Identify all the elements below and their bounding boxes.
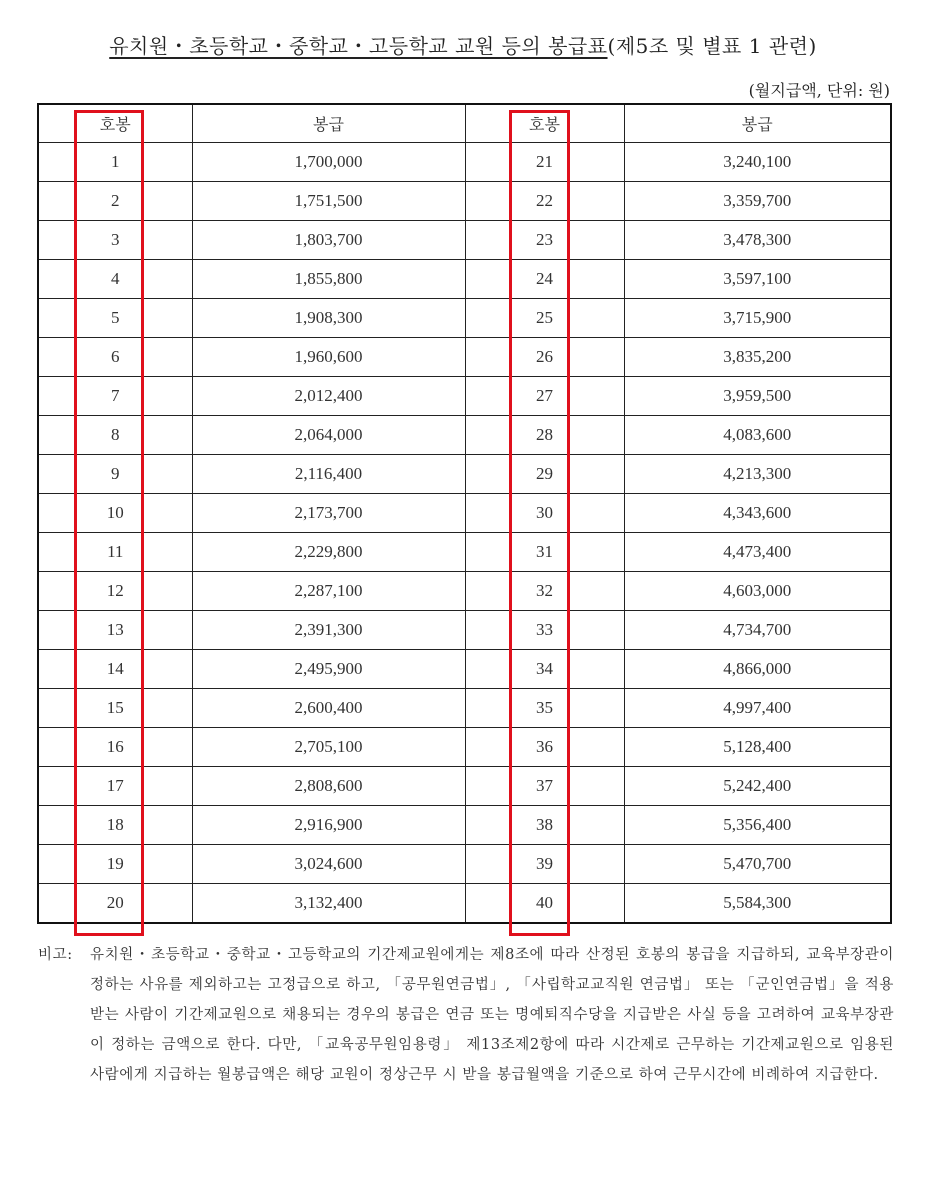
step-left-cell: 7 — [38, 377, 192, 416]
table-row — [38, 494, 891, 533]
pay-left-cell: 2,916,900 — [192, 806, 465, 845]
pay-left-cell: 2,808,600 — [192, 767, 465, 806]
table-row — [38, 533, 891, 572]
pay-right-cell: 3,240,100 — [624, 143, 891, 182]
step-right-cell: 36 — [465, 728, 624, 767]
pay-right-cell: 5,356,400 — [624, 806, 891, 845]
remarks — [38, 940, 894, 1090]
pay-right-cell: 5,242,400 — [624, 767, 891, 806]
table-row — [38, 260, 891, 299]
header-step-left: 호봉 — [38, 104, 192, 143]
table-row — [38, 182, 891, 221]
pay-left-cell: 2,600,400 — [192, 689, 465, 728]
remarks-text: 유치원・초등학교・중학교・고등학교의 기간제교원에게는 제8조에 따라 산정된 호봉의 봉급을 지급하되, 교육부장관이 정하는 사유를 제외하고는 고정급으로 하고, 「공무원연금법」, 「사립학교교직원 연금법」 또는 「군인연금법」을 적용받는 사람이 기간제교원으로 채용되는 경우의 봉급은 연금 또는 명예퇴직수당을 지급받은 사실 등을 고려하여 교육부장관이 정하는 금액으로 한다. 다만, 「교육공무원임용령」 제13조제2항에 따라 시간제로 근무하는 기간제교원으로 임용된 사람에게 지급하는 월봉급액은 해당 교원이 정상근무 시 받을 봉급월액을 기준으로 하여 근무시간에 비례하여 지급한다. — [90, 947, 894, 1083]
step-left-cell: 6 — [38, 338, 192, 377]
pay-right-cell: 3,597,100 — [624, 260, 891, 299]
table-row — [38, 689, 891, 728]
table-row — [38, 572, 891, 611]
table-row — [38, 338, 891, 377]
pay-left-cell: 2,495,900 — [192, 650, 465, 689]
step-right-cell: 31 — [465, 533, 624, 572]
step-left-cell: 16 — [38, 728, 192, 767]
table-row — [38, 299, 891, 338]
salary-table — [37, 103, 892, 924]
title-reference: (제5조 및 별표 1 관련) — [607, 34, 817, 58]
pay-left-cell: 3,132,400 — [192, 884, 465, 924]
table-row — [38, 884, 891, 924]
step-right-cell: 38 — [465, 806, 624, 845]
header-step-right: 호봉 — [465, 104, 624, 143]
pay-left-cell: 1,855,800 — [192, 260, 465, 299]
header-pay-left: 봉급 — [192, 104, 465, 143]
pay-right-cell: 3,835,200 — [624, 338, 891, 377]
pay-left-cell: 2,391,300 — [192, 611, 465, 650]
step-right-cell: 29 — [465, 455, 624, 494]
step-right-cell: 34 — [465, 650, 624, 689]
pay-left-cell: 1,908,300 — [192, 299, 465, 338]
step-left-cell: 15 — [38, 689, 192, 728]
pay-left-cell: 1,960,600 — [192, 338, 465, 377]
step-right-cell: 32 — [465, 572, 624, 611]
pay-right-cell: 5,128,400 — [624, 728, 891, 767]
pay-right-cell: 5,584,300 — [624, 884, 891, 924]
step-right-cell: 21 — [465, 143, 624, 182]
step-left-cell: 2 — [38, 182, 192, 221]
table-row — [38, 806, 891, 845]
table-row — [38, 767, 891, 806]
pay-left-cell: 1,700,000 — [192, 143, 465, 182]
step-left-cell: 11 — [38, 533, 192, 572]
step-left-cell: 1 — [38, 143, 192, 182]
pay-right-cell: 3,959,500 — [624, 377, 891, 416]
pay-left-cell: 1,751,500 — [192, 182, 465, 221]
step-right-cell: 30 — [465, 494, 624, 533]
pay-right-cell: 4,866,000 — [624, 650, 891, 689]
step-left-cell: 17 — [38, 767, 192, 806]
step-right-cell: 22 — [465, 182, 624, 221]
step-left-cell: 20 — [38, 884, 192, 924]
step-left-cell: 5 — [38, 299, 192, 338]
step-right-cell: 40 — [465, 884, 624, 924]
step-left-cell: 4 — [38, 260, 192, 299]
step-right-cell: 33 — [465, 611, 624, 650]
pay-left-cell: 2,705,100 — [192, 728, 465, 767]
pay-right-cell: 4,343,600 — [624, 494, 891, 533]
pay-left-cell: 2,012,400 — [192, 377, 465, 416]
pay-left-cell: 1,803,700 — [192, 221, 465, 260]
step-left-cell: 3 — [38, 221, 192, 260]
step-right-cell: 23 — [465, 221, 624, 260]
pay-left-cell: 2,064,000 — [192, 416, 465, 455]
pay-right-cell: 3,478,300 — [624, 221, 891, 260]
table-header-row — [38, 104, 891, 143]
step-right-cell: 28 — [465, 416, 624, 455]
step-left-cell: 10 — [38, 494, 192, 533]
pay-right-cell: 4,997,400 — [624, 689, 891, 728]
pay-left-cell: 2,116,400 — [192, 455, 465, 494]
step-left-cell: 8 — [38, 416, 192, 455]
table-row — [38, 377, 891, 416]
document-title — [0, 30, 926, 59]
pay-right-cell: 3,715,900 — [624, 299, 891, 338]
step-left-cell: 18 — [38, 806, 192, 845]
step-right-cell: 25 — [465, 299, 624, 338]
step-left-cell: 14 — [38, 650, 192, 689]
title-main: 유치원・초등학교・중학교・고등학교 교원 등의 봉급표 — [109, 34, 608, 58]
step-right-cell: 24 — [465, 260, 624, 299]
pay-right-cell: 4,473,400 — [624, 533, 891, 572]
table-body — [38, 143, 891, 924]
table-row — [38, 611, 891, 650]
step-right-cell: 26 — [465, 338, 624, 377]
pay-left-cell: 2,229,800 — [192, 533, 465, 572]
step-right-cell: 35 — [465, 689, 624, 728]
pay-right-cell: 4,603,000 — [624, 572, 891, 611]
table-row — [38, 455, 891, 494]
table-row — [38, 650, 891, 689]
pay-left-cell: 3,024,600 — [192, 845, 465, 884]
table-row — [38, 728, 891, 767]
table-row — [38, 221, 891, 260]
remarks-label: 비고: — [38, 947, 73, 963]
pay-right-cell: 3,359,700 — [624, 182, 891, 221]
pay-right-cell: 4,734,700 — [624, 611, 891, 650]
step-right-cell: 39 — [465, 845, 624, 884]
table-row — [38, 416, 891, 455]
table-row — [38, 845, 891, 884]
pay-right-cell: 5,470,700 — [624, 845, 891, 884]
step-left-cell: 13 — [38, 611, 192, 650]
step-left-cell: 9 — [38, 455, 192, 494]
step-right-cell: 27 — [465, 377, 624, 416]
step-left-cell: 19 — [38, 845, 192, 884]
pay-right-cell: 4,213,300 — [624, 455, 891, 494]
unit-note: (월지급액, 단위: 원) — [748, 81, 890, 100]
step-left-cell: 12 — [38, 572, 192, 611]
header-pay-right: 봉급 — [624, 104, 891, 143]
pay-right-cell: 4,083,600 — [624, 416, 891, 455]
step-right-cell: 37 — [465, 767, 624, 806]
table-row — [38, 143, 891, 182]
pay-left-cell: 2,173,700 — [192, 494, 465, 533]
pay-left-cell: 2,287,100 — [192, 572, 465, 611]
